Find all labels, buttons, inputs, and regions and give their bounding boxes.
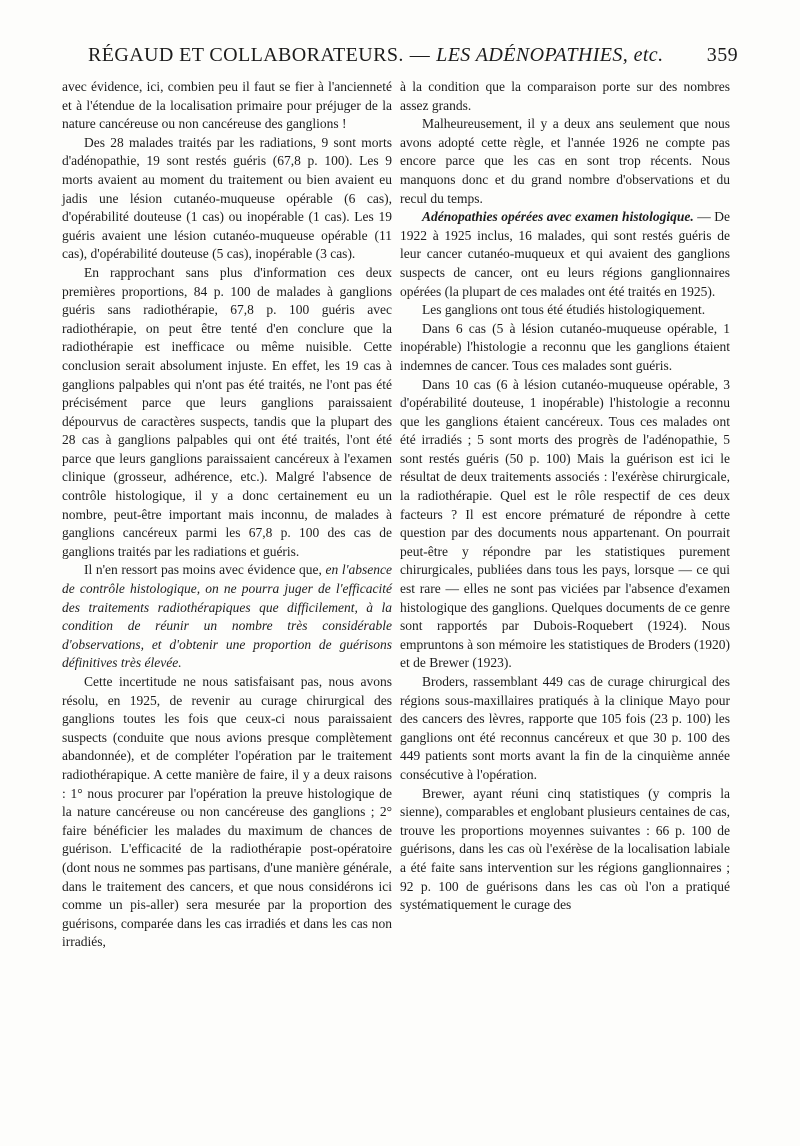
left-paragraph-5: Cette incertitude ne nous satisfaisant pas, nous avons résolu, en 1925, de revenir au curage chirurgical des ganglions toutes les fois que ceux-ci nous paraissaient suspects (conduite que nous avions presque complètement abandonnée), et de compléter l'opération par le traitement radiothérapique. A cette manière de faire, il y a deux raisons : 1° nous procurer par l'opération la preuve histologique de la nature cancéreuse ou non cancéreuse des ganglions ; 2° faire bénéficier les malades du maximum de chances de guérison. L'efficacité de la radiothérapie post-opératoire (dont nous ne sommes pas partisans, d'une manière générale, dans le traitement des cancers, et que nous considérons ici comme un pis-aller) sera mesurée par la proportion des guérisons, comparée dans les cas irradiés et dans les cas non irradiés, (62, 674, 392, 950)
left-paragraph-4-italic: en l'absence de contrôle histologique, on ne pourra juger de l'efficacité des traitements radiothérapiques que difficilement, à la condition de réunir un nombre très considérable d'observations, et d'obtenir une proportion de guérisons définitives très élevée. (62, 562, 392, 671)
running-head-subject: LES ADÉNOPATHIES, etc. (436, 44, 664, 66)
right-paragraph-2: Malheureusement, il y a deux ans seulement que nous avons adopté cette règle, et l'année 1926 ne compte pas encore parce que les cas en sont trop récents. Nous manquons donc et du grand nombre d'observations et du recul du temps. (400, 116, 730, 206)
page-number: 359 (706, 44, 738, 66)
running-head-authors: RÉGAUD ET COLLABORATEURS. (88, 44, 404, 66)
right-paragraph-4: Les ganglions ont tous été étudiés histologiquement. (422, 302, 706, 318)
right-column (400, 78, 730, 915)
left-paragraph-4 (62, 561, 392, 673)
right-paragraph-1: à la condition que la comparaison porte sur des nombres assez grands. (400, 79, 730, 113)
section-heading: Adénopathies opérées avec examen histologique. (422, 209, 694, 225)
left-paragraph-3: En rapprochant sans plus d'information ces deux premières proportions, 84 p. 100 de malades à ganglions guéris sans radiothérapie, 67,8 p. 100 guéris avec radiothérapie, on peut être tenté d'en conclure que la radiothérapie est inefficace ou même nuisible. Cette conclusion serait absolument injuste. En effet, les 19 cas à ganglions palpables qui n'ont pas été traités, ne l'ont pas été précisément parce que leurs ganglions paraissaient dépourvus de caractères suspects, tandis que la plupart des 28 cas à ganglions palpables qui ont été traités, l'ont été parce que leurs ganglions paraissaient cancéreux à l'examen clinique (grosseur, adhérence, etc.). Malgré l'absence de contrôle histologique, il y a donc certainement eu un nombre, peut-être important mais inconnu, de malades à ganglions cancéreux parmi les 67,8 p. 100 des cas de ganglions traités par les radiations et guéris. (62, 264, 392, 559)
right-paragraph-8: Brewer, ayant réuni cinq statistiques (y compris la sienne), comparables et englobant plusieurs centaines de cas, trouve les proportions moyennes suivantes : 66 p. 100 de guérisons, dans les cas où l'exérèse de la localisation labiale a été faite sans intervention sur les régions ganglionnaires ; 92 p. 100 de guérisons dans les cas où l'on a pratiqué systématiquement le curage des (400, 785, 730, 913)
right-paragraph-5: Dans 6 cas (5 à lésion cutanéo-muqueuse opérable, 1 inopérable) l'histologie a reconnu que les ganglions étaient indemnes de cancer. Tous ces malades sont guéris. (400, 320, 730, 373)
running-head (88, 44, 738, 78)
right-paragraph-3 (400, 208, 730, 301)
right-paragraph-3-text: — De 1922 à 1925 inclus, 16 malades, qui sont restés guéris de leur cancer cutanéo-muqueux et qui avaient des ganglions suspects de cancer, ont eu leurs régions ganglionnaires opérées (la plupart de ces malades ont été traités en 1925). (400, 209, 730, 299)
left-paragraph-1: avec évidence, ici, combien peu il faut se fier à l'ancienneté et à l'étendue de la localisation primaire pour préjuger de la nature cancéreuse ou non cancéreuse des ganglions ! (62, 79, 392, 132)
running-head-dash: — (409, 44, 431, 66)
right-paragraph-6: Dans 10 cas (6 à lésion cutanéo-muqueuse opérable, 3 d'opérabilité douteuse, 1 inopérable) l'histologie a reconnu que les ganglions étaient cancéreux. Tous ces malades ont été irradiés ; 5 sont morts des progrès de l'adénopathie, 5 sont restés guéris (50 p. 100) Mais la guérison est ici le résultat de deux traitements associés : l'exérèse chirurgicale, la radiothérapie. Quel est le rôle respectif de ces deux facteurs ? Il est encore prématuré de répondre à cette question par des documents nous appartenant. On pourrait peut-être y répondre par les statistiques purement chirurgicales, publiées dans tous les pays, lorsque — ce qui est rare — elles ne sont pas viciées par l'absence d'examen histologique des ganglions. Quelques documents de ce genre sont rapportés par Dubois-Roquebert (1924). Nous empruntons à son mémoire les statistiques de Broders (1920) et de Brewer (1923). (400, 376, 730, 671)
left-paragraph-4-lead: Il n'en ressort pas moins avec évidence que, (84, 562, 326, 578)
left-paragraph-2: Des 28 malades traités par les radiations, 9 sont morts d'adénopathie, 19 sont restés guéris (67,8 p. 100). Les 9 morts avaient au moment du traitement ou bien avaient eu jadis une lésion cutanéo-muqueuse opérable (6 cas), d'opérabilité douteuse (1 cas) ou inopérable (1 cas). Les 19 guéris avaient une lésion cutanéo-muqueuse opérable (11 cas), d'opérabilité douteuse (5 cas), inopérable (3 cas). (62, 134, 392, 262)
right-paragraph-7: Broders, rassemblant 449 cas de curage chirurgical des régions sous-maxillaires pratiqués à la clinique Mayo pour des cancers des lèvres, rapporte que 105 fois (23 p. 100) les ganglions ont été reconnus cancéreux et que 30 p. 100 des 449 patients sont morts avant la fin de la cinquième année consécutive à l'opération. (400, 674, 730, 782)
left-column (62, 78, 392, 952)
